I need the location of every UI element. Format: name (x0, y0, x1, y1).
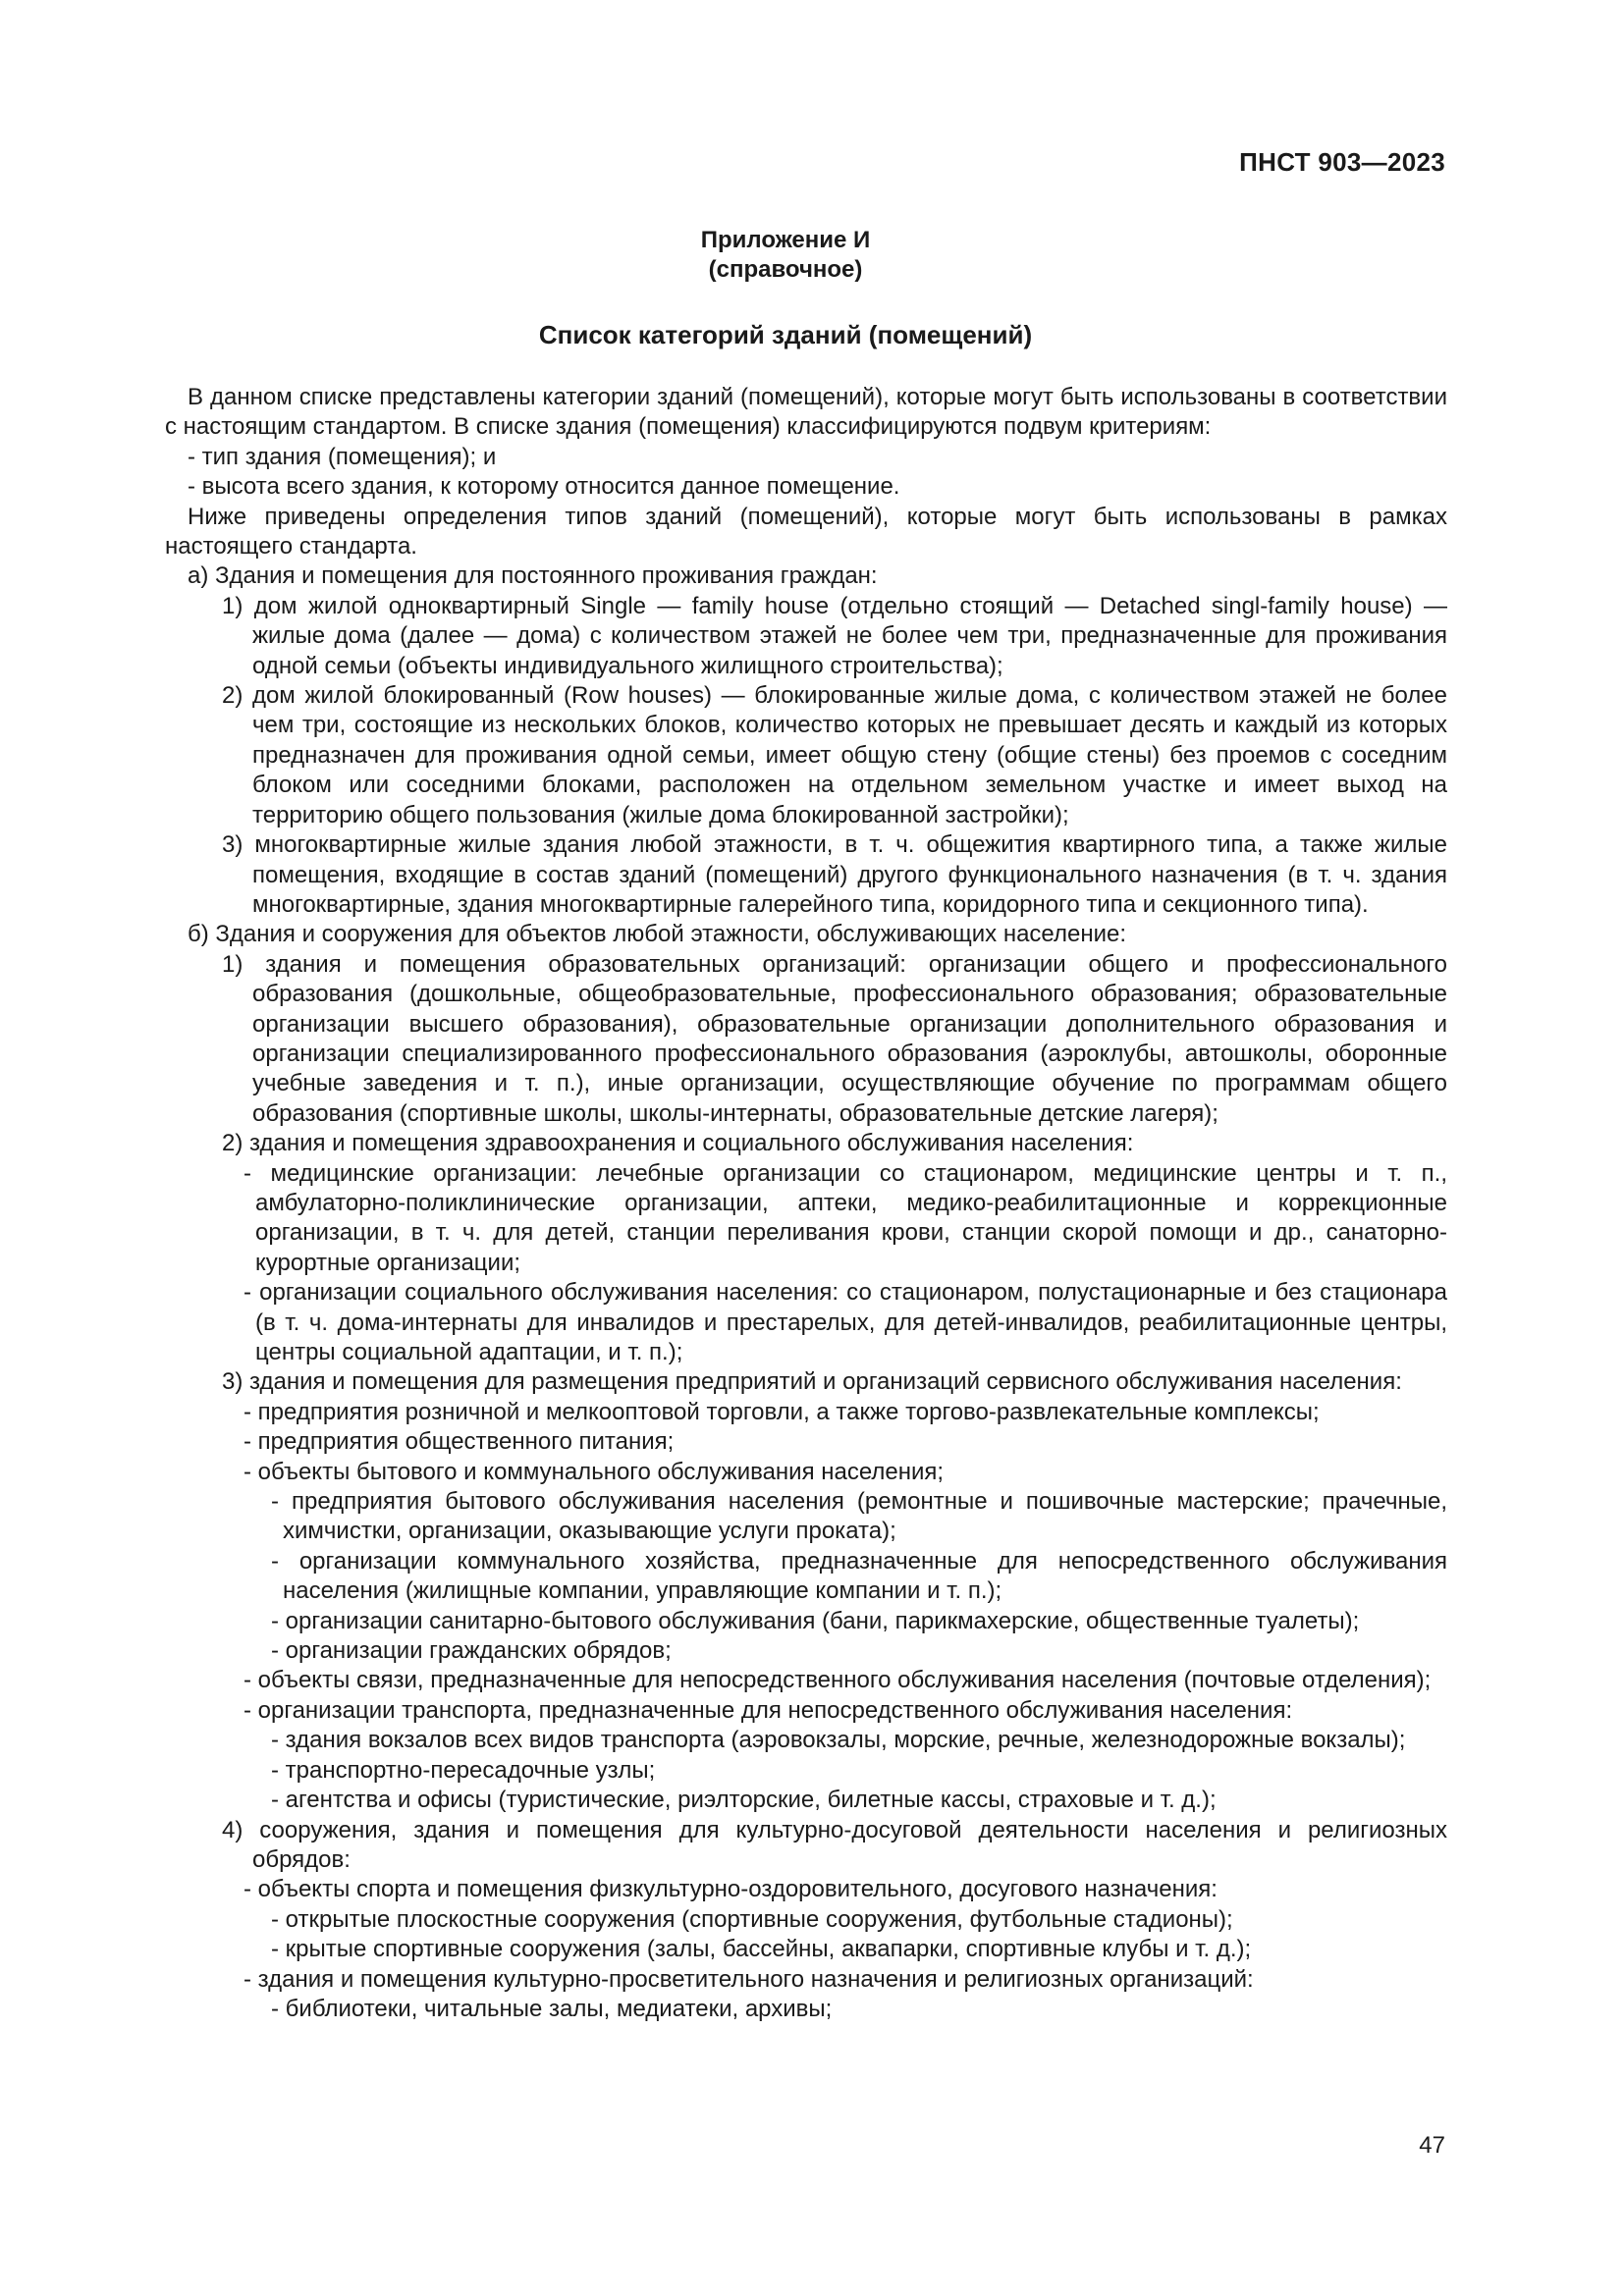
paragraph: - транспортно-пересадочные узлы; (271, 1756, 656, 1784)
document-body (165, 383, 1447, 2024)
paragraph: б) Здания и сооружения для объектов любой этажности, обслуживающих население: (188, 921, 1127, 948)
paragraph: - высота всего здания, к которому относится данное помещение. (188, 473, 900, 501)
paragraph: 3) здания и помещения для размещения предприятий и организаций сервисного обслуживания населения: (222, 1368, 1402, 1396)
paragraph: - объекты связи, предназначенные для непосредственного обслуживания населения (почтовые отделения); (244, 1667, 1432, 1694)
annex-title: Приложение И (700, 227, 871, 253)
paragraph: - открытые плоскостные сооружения (спортивные сооружения, футбольные стадионы); (271, 1905, 1233, 1933)
paragraph: - организации гражданских обрядов; (271, 1637, 672, 1665)
paragraph: - организации коммунального хозяйства, предназначенные для непосредственного обслуживания населения (жилищные компании, управляющие компании и т. п.); (271, 1547, 1447, 1605)
document-code: ПНСТ 903—2023 (1239, 147, 1445, 177)
paragraph: а) Здания и помещения для постоянного проживания граждан: (188, 562, 878, 590)
page-title: Список категорий зданий (помещений) (538, 320, 1033, 349)
paragraph: 4) сооружения, здания и помещения для культурно-досуговой деятельности населения и религиозных обрядов: (222, 1816, 1447, 1873)
paragraph: 1) здания и помещения образовательных организаций: организации общего и профессионального образования (дошкольные, общеобразовательные, профессионального образования; образовательные организации высшего образования), образовательные организации дополнительного образования и организации специализированного профессионального образования (аэроклубы, автошколы, оборонные учебные заведения и т. п.), иные организации, осуществляющие обучение по программам общего образования (спортивные школы, школы-интернаты, образовательные детские лагеря); (222, 950, 1447, 1127)
paragraph: Ниже приведены определения типов зданий (помещений), которые могут быть использованы в рамках настоящего стандарта. (165, 503, 1447, 561)
paragraph: - организации социального обслуживания населения: со стационаром, полустационарные и без стационара (в т. ч. дома-интернаты для инвалидов и престарелых, для детей-инвалидов, реабилитационные центры, центры социальной адаптации, и т. п.); (244, 1279, 1447, 1365)
paragraph: - медицинские организации: лечебные организации со стационаром, медицинские центры и т. п., амбулаторно-поликлинические организации, аптеки, медико-реабилитационные и коррекционные организации, в т. ч. для детей, станции переливания крови, станции скорой помощи и др., санаторно-курортные организации; (244, 1159, 1447, 1276)
paragraph: 2) дом жилой блокированный (Row houses) — блокированные жилые дома, с количеством этажей не более чем три, состоящие из нескольких блоков, количество которых не превышает десять и каждый из которых предназначен для проживания одной семьи, имеет общую стену (общие стены) без проемов с соседним блоком или соседними блоками, расположен на отдельном земельном участке и имеет выход на территорию общего пользования (жилые дома блокированной застройки); (222, 682, 1447, 828)
paragraph: 1) дом жилой одноквартирный Single — family house (отдельно стоящий — Detached singl-family house) — жилые дома (далее — дома) с количеством этажей не более чем три, предназначенные для проживания одной семьи (объекты индивидуального жилищного строительства); (222, 592, 1447, 679)
paragraph: - предприятия бытового обслуживания населения (ремонтные и пошивочные мастерские; прачечные, химчистки, организации, оказывающие услуги проката); (271, 1488, 1447, 1545)
paragraph: 3) многоквартирные жилые здания любой этажности, в т. ч. общежития квартирного типа, а также жилые помещения, входящие в состав зданий (помещений) другого функционального назначения (в т. ч. здания многоквартирные, здания многоквартирные галерейного типа, коридорного типа и секционного типа). (222, 831, 1447, 918)
paragraph: - объекты спорта и помещения физкультурно-оздоровительного, досугового назначения: (244, 1876, 1218, 1903)
paragraph: - библиотеки, читальные залы, медиатеки, архивы; (271, 1995, 833, 2022)
paragraph: - организации транспорта, предназначенные для непосредственного обслуживания населения: (244, 1696, 1293, 1724)
paragraph: - здания и помещения культурно-просветительного назначения и религиозных организаций: (244, 1965, 1254, 1993)
page-number: 47 (1419, 2132, 1445, 2159)
paragraph: В данном списке представлены категории зданий (помещений), которые могут быть использованы в соответствии с настоящим стандартом. В списке здания (помещения) классифицируются подвум критериям: (165, 384, 1447, 441)
paragraph: 2) здания и помещения здравоохранения и социального обслуживания населения: (222, 1130, 1134, 1157)
paragraph: - предприятия общественного питания; (244, 1428, 675, 1456)
paragraph: - крытые спортивные сооружения (залы, бассейны, аквапарки, спортивные клубы и т. д.); (271, 1936, 1252, 1963)
paragraph: - тип здания (помещения); и (188, 443, 497, 470)
paragraph: - здания вокзалов всех видов транспорта (аэровокзалы, морские, речные, железнодорожные вокзалы); (271, 1727, 1406, 1754)
annex-subtitle: (справочное) (708, 256, 863, 283)
paragraph: - организации санитарно-бытового обслуживания (бани, парикмахерские, общественные туалеты); (271, 1607, 1360, 1634)
paragraph: - агентства и офисы (туристические, риэлторские, билетные кассы, страховые и т. д.); (271, 1787, 1217, 1814)
paragraph: - объекты бытового и коммунального обслуживания населения; (244, 1458, 945, 1485)
paragraph: - предприятия розничной и мелкооптовой торговли, а также торгово-развлекательные комплексы; (244, 1398, 1320, 1425)
annex-heading (0, 226, 1571, 285)
